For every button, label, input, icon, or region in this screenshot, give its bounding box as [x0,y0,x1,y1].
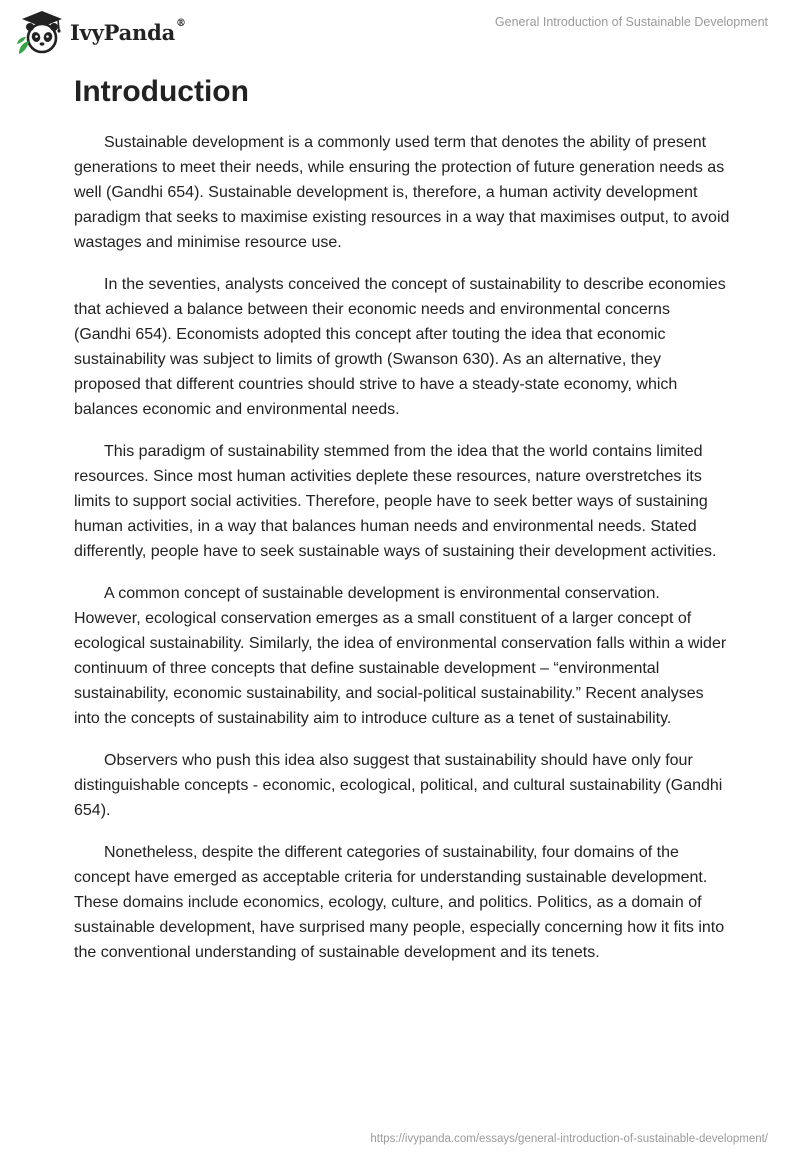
brand-name [70,17,186,45]
registered-mark: ® [176,17,186,29]
paragraph-2: In the seventies, analysts conceived the concept of sustainability to describe economies that achieved a balance between their economic needs and environmental concerns (Gandhi 654). Economists adopted this concept after touting the idea that economic sustainability was subject to limits of growth (Swanson 630). As an alternative, they proposed that different countries should strive to have a steady-state economy, which balances economic and environmental needs. [74,276,726,418]
paragraph-5: Observers who push this idea also suggest that sustainability should have only four distinguishable concepts - economic, ecological, political, and cultural sustainability (Gandhi 654). [74,752,723,819]
paragraph-6: Nonetheless, despite the different categories of sustainability, four domains of the concept have emerged as acceptable criteria for understanding sustainable development. These domains include economics, ecology, culture, and politics. Politics, as a domain of sustainable development, have surprised many people, especially concerning how it fits into the conventional understanding of sustainable development and its tenets. [74,844,725,961]
paragraph-1: Sustainable development is a commonly used term that denotes the ability of present generations to meet their needs, while ensuring the protection of future generation needs as well (Gandhi 654). Sustainable development is, therefore, a human activity development paradigm that seeks to maximise existing resources in a way that maximises output, to avoid wastages and minimise resource use. [74,134,730,251]
document-title: General Introduction of Sustainable Development [494,15,768,29]
ivypanda-logo[interactable] [14,8,186,56]
panda-graduation-cap-logo-icon [14,8,66,56]
article-body [74,74,730,982]
brand-label: IvyPanda [70,19,176,45]
section-heading: Introduction [74,75,249,108]
paragraph-4: A common concept of sustainable development is environmental conservation. However, ecological conservation emerges as a small constituent of a larger concept of ecological sustainability. Similarly, the idea of environmental conservation falls within a wider continuum of three concepts that define sustainable development – “environmental sustainability, economic sustainability, and social-political sustainability.” Recent analyses into the concepts of sustainability aim to introduce culture as a tenet of sustainability. [74,585,727,727]
source-url-link[interactable]: https://ivypanda.com/essays/general-introduction-of-sustainable-development/ [370,1133,768,1145]
page-header [0,0,800,70]
paragraph-3: This paradigm of sustainability stemmed from the idea that the world contains limited resources. Since most human activities deplete these resources, nature overstretches its limits to support social activities. Therefore, people have to seek better ways of sustaining human activities, in a way that balances human needs and environmental needs. Stated differently, people have to seek sustainable ways of sustaining their development activities. [74,443,717,560]
